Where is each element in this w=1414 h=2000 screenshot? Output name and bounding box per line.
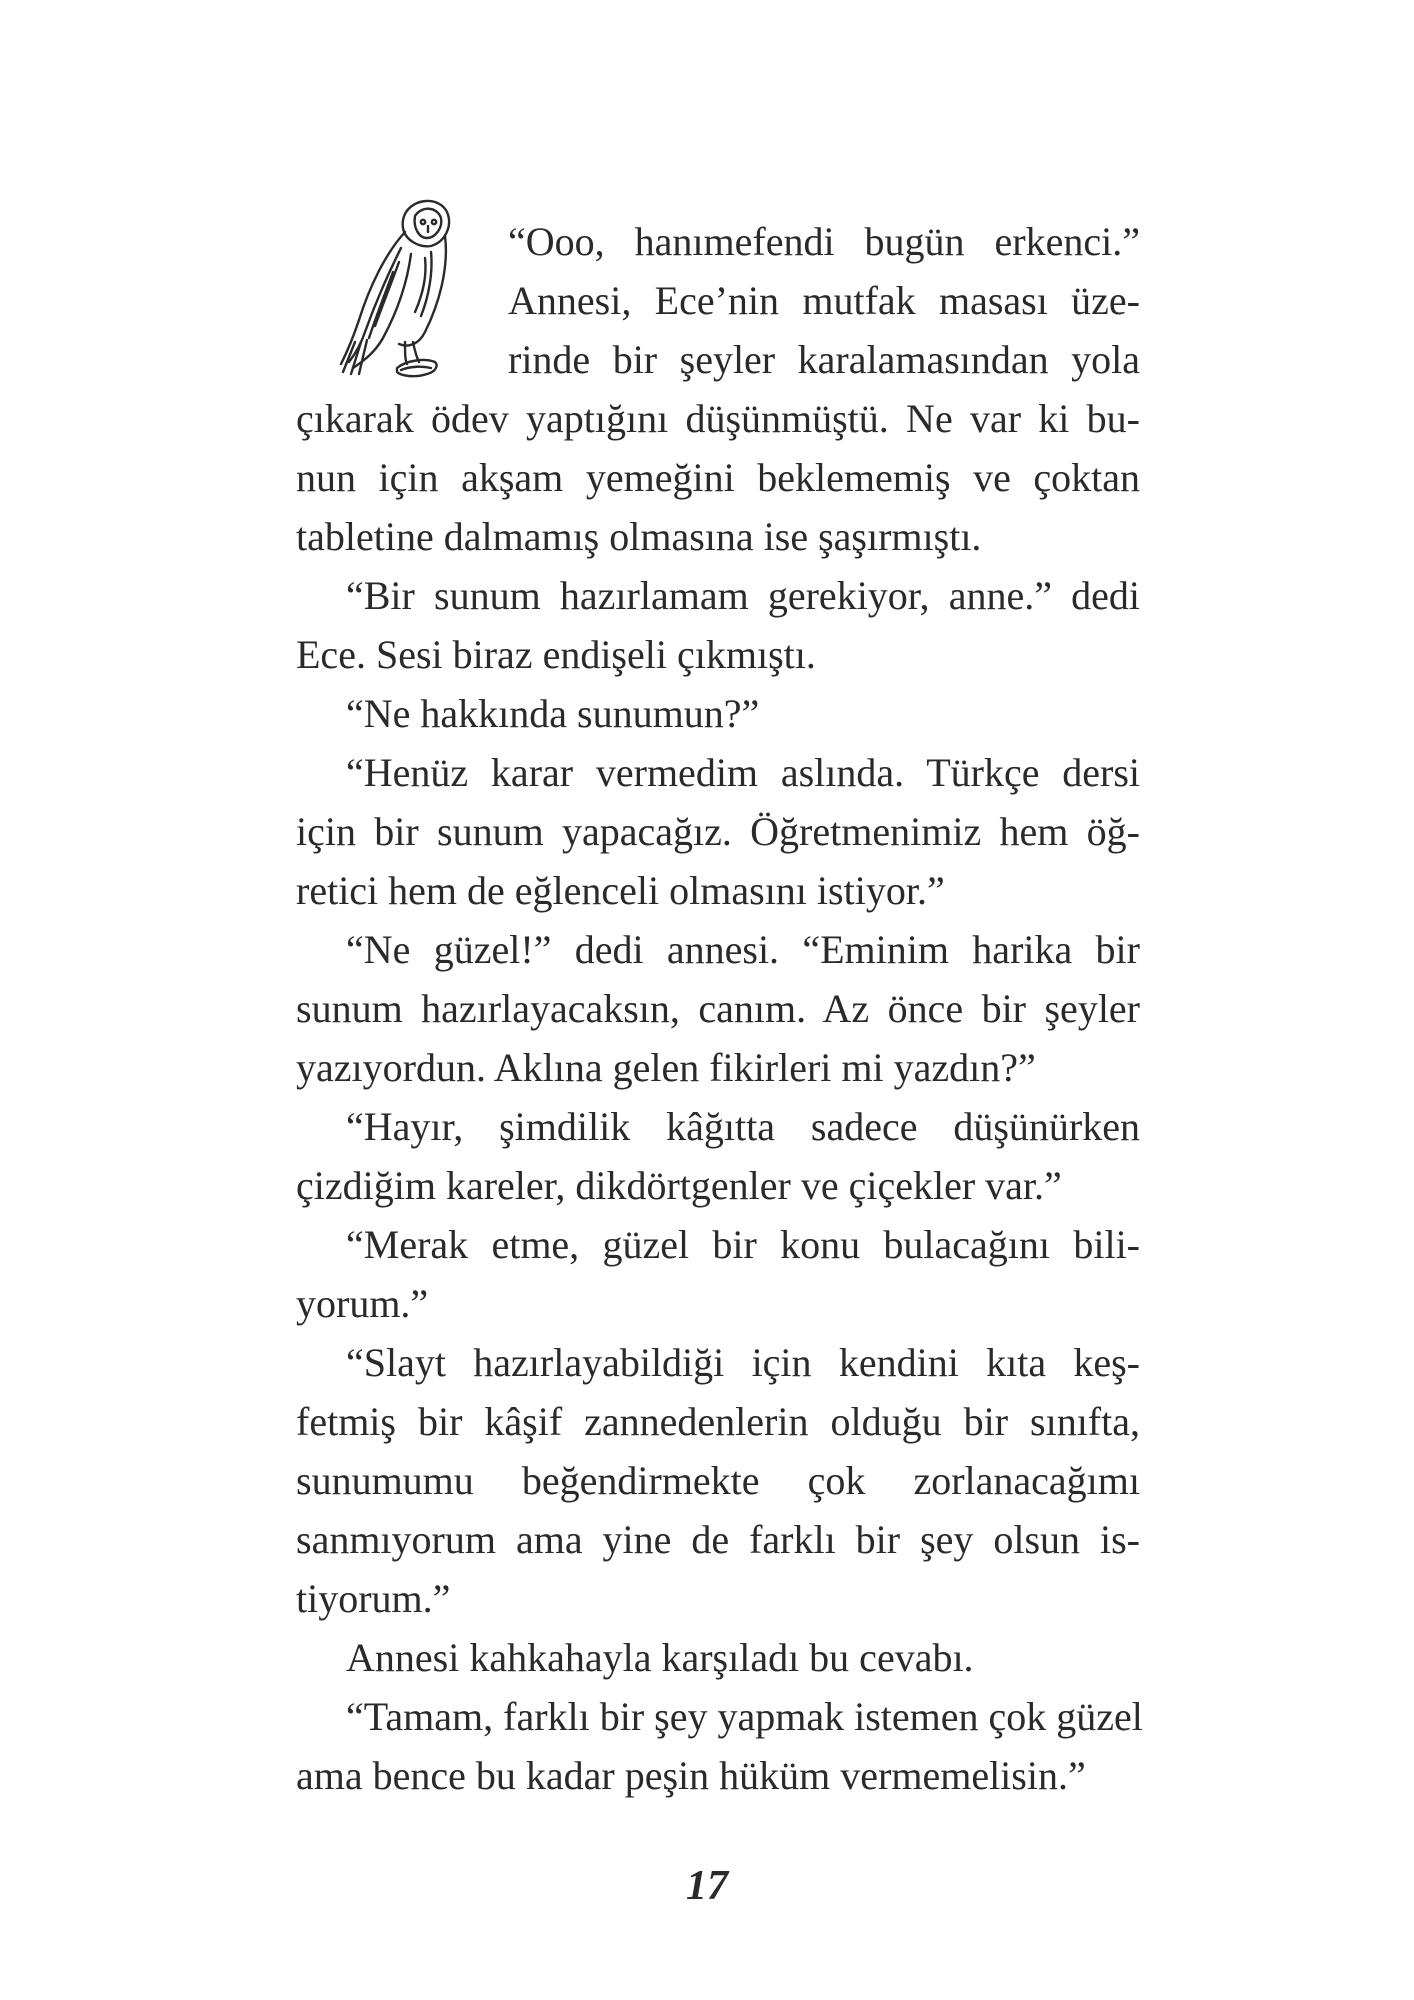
text-line: fetmiş bir kâşif zannedenlerin olduğu bir sınıfta, <box>296 1399 1140 1444</box>
text-line: sunum hazırlayacaksın, canım. Az önce bir şeyler <box>296 986 1140 1031</box>
text-line: “Merak etme, güzel bir konu bulacağını bili- <box>346 1222 1140 1267</box>
text-line: rinde bir şeyler karalamasından yola <box>508 337 1140 382</box>
text-line: “Ne güzel!” dedi annesi. “Eminim harika bir <box>346 927 1140 972</box>
text-line: “Ne hakkında sunumun?” <box>346 691 760 736</box>
text-line: tiyorum.” <box>296 1576 451 1621</box>
text-line: “Bir sunum hazırlamam gerekiyor, anne.” dedi <box>346 573 1140 618</box>
text-line: Ece. Sesi biraz endişeli çıkmıştı. <box>296 632 816 677</box>
text-line: retici hem de eğlenceli olmasını istiyor.” <box>296 868 945 913</box>
text-line: yazıyordun. Aklına gelen fikirleri mi yazdın?” <box>296 1045 1036 1090</box>
page-number: 17 <box>686 1863 728 1909</box>
text-line: Annesi kahkahayla karşıladı bu cevabı. <box>346 1635 974 1680</box>
body-text <box>296 212 1143 1805</box>
text-line: çıkarak ödev yaptığını düşünmüştü. Ne var ki bu- <box>296 396 1140 441</box>
text-line: nun için akşam yemeğini beklememiş ve çoktan <box>296 455 1140 500</box>
text-line: sanmıyorum ama yine de farklı bir şey olsun is- <box>296 1517 1140 1562</box>
text-line: “Ooo, hanımefendi bugün erkenci.” <box>508 219 1140 264</box>
text-line: yorum.” <box>296 1281 429 1326</box>
text-line: tabletine dalmamış olmasına ise şaşırmıştı. <box>296 514 982 559</box>
text-line: “Hayır, şimdilik kâğıtta sadece düşünürken <box>346 1104 1140 1149</box>
text-line: Annesi, Ece’nin mutfak masası üze- <box>508 278 1140 323</box>
text-line: “Tamam, farklı bir şey yapmak istemen çok güzel <box>346 1694 1143 1739</box>
text-line: için bir sunum yapacağız. Öğretmenimiz hem öğ- <box>296 809 1140 854</box>
text-line: çizdiğim kareler, dikdörtgenler ve çiçekler var.” <box>296 1163 1062 1208</box>
text-line: “Henüz karar vermedim aslında. Türkçe dersi <box>346 750 1140 795</box>
text-line: sunumumu beğendirmekte çok zorlanacağımı <box>296 1458 1140 1503</box>
text-line: ama bence bu kadar peşin hüküm vermemelisin.” <box>296 1753 1086 1798</box>
text-line: “Slayt hazırlayabildiği için kendini kıta keş- <box>346 1340 1140 1385</box>
